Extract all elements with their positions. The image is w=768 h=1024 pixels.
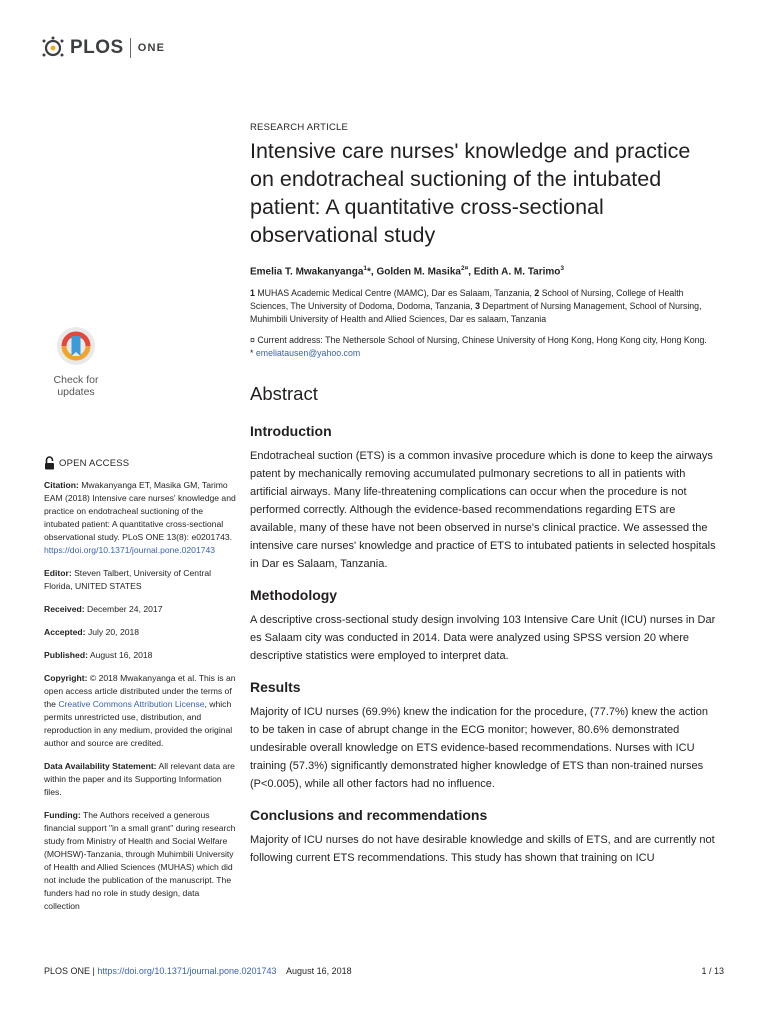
- citation-text: Mwakanyanga ET, Masika GM, Tarimo EAM (2018) Intensive care nurses' knowledge and practice on endotracheal suctioning of the intubated patient: A quantitative cross-sectional observational study. PLoS ONE 13(8): e0201743.: [44, 480, 236, 542]
- brand-name: PLOS: [70, 37, 124, 58]
- affiliation-number: 1: [250, 288, 255, 299]
- editor-block: [44, 567, 236, 593]
- affiliation-text: School of Nursing, College of Health Sciences, The University of Dodoma, Dodoma, Tanzania,: [250, 288, 684, 312]
- section-paragraph: Majority of ICU nurses (69.9%) knew the indication for the procedure, (77.7%) knew the action to be taken in case of abrupt change in the ECG monitor; however, 80.6% demonstrated undesirable overall knowledge on ETS evidence-based recommendations. Nurses with ICU training (57.3%) significantly demonstrated higher knowledge of ETS than non-trained nurses (P<0.005), while all other factors had no influence.: [250, 706, 708, 791]
- author-name: Golden M. Masika: [376, 266, 461, 278]
- citation-label: Citation:: [44, 480, 79, 490]
- affiliation-text: MUHAS Academic Medical Centre (MAMC), Dar es Salaam, Tanzania,: [257, 288, 532, 299]
- open-lock-icon: [44, 456, 55, 470]
- journal-name: ONE: [137, 42, 166, 54]
- license-link[interactable]: Creative Commons Attribution License: [58, 699, 205, 709]
- abstract-section: [250, 423, 720, 573]
- funding-label: Funding:: [44, 810, 81, 820]
- affiliation-text: Department of Nursing Management, School of Nursing, Muhimbili University of Health and Allied Sciences, Dar es salaam, Tanzania: [250, 301, 702, 325]
- copyright-text-rest: , which permits unrestricted use, distribution, and reproduction in any medium, provided the original author and source are credited.: [44, 699, 233, 748]
- open-access-label: OPEN ACCESS: [59, 457, 130, 469]
- section-heading: Introduction: [250, 423, 332, 440]
- check-for-updates-line2: updates: [57, 386, 95, 398]
- copyright-text-lead: © 2018 Mwakanyanga et al. This is an open access article distributed under the terms of the: [44, 673, 236, 709]
- affiliation-number: 2: [534, 288, 540, 299]
- author-name: Edith A. M. Tarimo: [473, 266, 561, 278]
- open-access-badge: [44, 456, 236, 470]
- footer-doi-link[interactable]: https://doi.org/10.1371/journal.pone.0201743: [97, 966, 277, 976]
- abstract-section: [250, 587, 720, 665]
- accepted-block: [44, 626, 236, 639]
- author-name: Emelia T. Mwakanyanga: [250, 266, 364, 278]
- citation-block: [44, 479, 236, 557]
- check-for-updates-line1: Check for: [53, 374, 99, 386]
- author-affiliation-mark: 3: [560, 265, 565, 272]
- funding-text: The Authors received a generous financial support "in a small grant" during research study from Ministry of Health and Social Welfare (MOHSW)-Tanzania, through Muhimbili University of Health and Allied Sciences (MUHAS) which did not include the publication of the manuscript. The funders had no role in study design, data collection: [44, 810, 236, 911]
- author-affiliation-mark: 2¤: [460, 265, 469, 272]
- editor-label: Editor:: [44, 568, 72, 578]
- section-paragraph: Majority of ICU nurses do not have desirable knowledge and skills of ETS, and are currently not following current ETS recommendations. This study has shown that training on ICU: [250, 834, 715, 865]
- published-label: Published:: [44, 650, 88, 660]
- section-paragraph: Endotracheal suction (ETS) is a common invasive procedure which is done to keep the airways patent by mechanically removing accumulated pulmonary secretions to all in patients with artificial airways. Many life-threatening complications can occur when the procedure is not performed correctly. Although the evidence-based recommendations regarding ETS are available, many of these have not been observed in nurse's clinical practice. We assessed the intensive care nurses' knowledge and practice of ETS to intubated patients in selected hospitals in Dar es Salaam, Tanzania.: [250, 450, 716, 571]
- published-block: [44, 649, 236, 662]
- logo-divider: [130, 38, 131, 58]
- crossmark-icon: [56, 326, 96, 366]
- plos-one-logo: [40, 36, 165, 60]
- corresponding-email: [250, 347, 720, 360]
- received-block: [44, 603, 236, 616]
- published-date: August 16, 2018: [89, 650, 153, 660]
- affiliations: [250, 287, 720, 326]
- editor-text: Steven Talbert, University of Central Florida, UNITED STATES: [44, 568, 212, 591]
- section-paragraph: A descriptive cross-sectional study design involving 103 Intensive Care Unit (ICU) nurses in Dar es Salaam city was conducted in 2014. Data were analyzed using SPSS version 20 where descriptive statistics were employed to interpret data.: [250, 614, 716, 663]
- received-label: Received:: [44, 604, 85, 614]
- article-type: RESEARCH ARTICLE: [250, 122, 349, 133]
- abstract-heading: Abstract: [250, 383, 318, 405]
- article-sidebar: [44, 456, 236, 923]
- data-availability-label: Data Availability Statement:: [44, 761, 157, 771]
- accepted-label: Accepted:: [44, 627, 86, 637]
- funding-block: [44, 809, 236, 913]
- article-title: Intensive care nurses' knowledge and practice on endotracheal suctioning of the intubated patient: A quantitative cross-sectional observational study: [250, 139, 691, 247]
- citation-doi-link[interactable]: https://doi.org/10.1371/journal.pone.0201743: [44, 545, 216, 555]
- section-heading: Results: [250, 679, 301, 696]
- article-main: [250, 122, 720, 881]
- section-heading: Methodology: [250, 587, 338, 604]
- received-date: December 24, 2017: [87, 604, 163, 614]
- check-for-updates-badge[interactable]: [42, 326, 110, 398]
- corresponding-author-mark: *: [367, 266, 371, 278]
- email-mark: *: [250, 347, 254, 358]
- page-number: 1 / 13: [701, 966, 724, 976]
- abstract-section: [250, 679, 720, 793]
- copyright-label: Copyright:: [44, 673, 88, 683]
- current-address: ¤ Current address: The Nethersole School of Nursing, Chinese University of Hong Kong, Hong Kong city, Hong Kong.: [250, 335, 707, 346]
- section-heading: Conclusions and recommendations: [250, 807, 488, 824]
- author-affiliation-mark: 1: [363, 265, 368, 272]
- data-availability-text: All relevant data are within the paper and its Supporting Information files.: [44, 761, 235, 797]
- plos-logo-icon: [40, 36, 66, 60]
- page-footer: [44, 966, 724, 976]
- abstract-section: [250, 807, 720, 867]
- copyright-block: [44, 672, 236, 750]
- accepted-date: July 20, 2018: [87, 627, 140, 637]
- footer-journal: PLOS ONE |: [44, 966, 95, 976]
- footer-date: August 16, 2018: [286, 966, 352, 976]
- data-availability-block: [44, 760, 236, 799]
- affiliation-number: 3: [475, 301, 481, 312]
- author-list: Emelia T. Mwakanyanga$^1$*, Golden M. Masika$^{2¤}$, Edith A. M. Tarimo$^3$: [250, 265, 565, 278]
- email-link[interactable]: emeliatausen@yahoo.com: [255, 347, 361, 358]
